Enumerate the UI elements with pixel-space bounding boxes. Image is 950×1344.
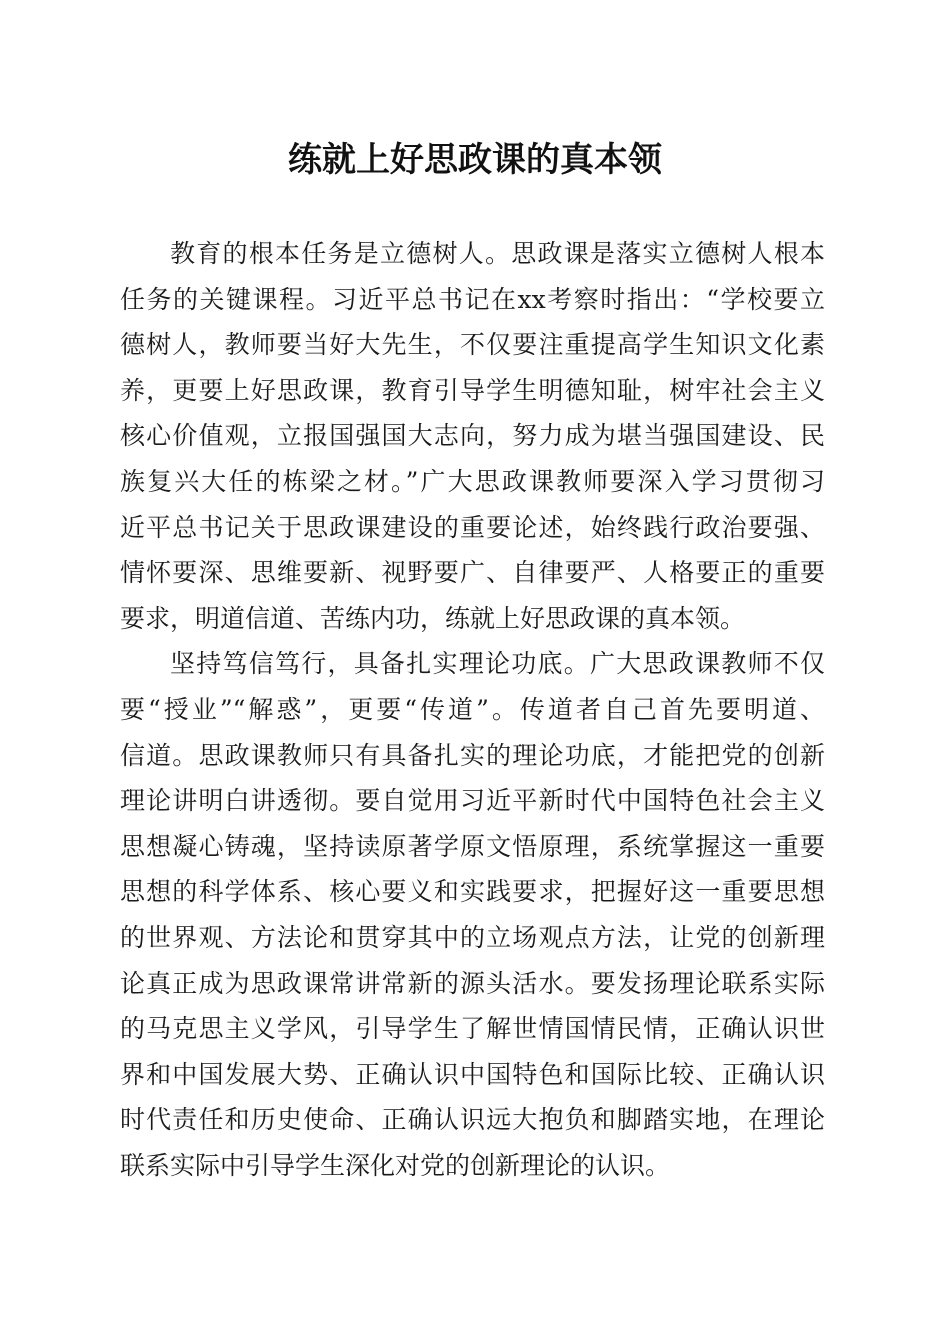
paragraph-line: 任务的关键课程。习近平总书记在xx考察时指出：“学校要立 [120, 284, 825, 314]
paragraph-line: 要求，明道信道、苦练内功，练就上好思政课的真本领。 [120, 603, 746, 633]
document-title: 练就上好思政课的真本领 [288, 140, 662, 180]
paragraph-1 [120, 231, 825, 641]
paragraph-line: 联系实际中引导学生深化对党的创新理论的认识。 [120, 1150, 671, 1180]
paragraph-line: 族复兴大任的栋梁之材。”广大思政课教师要深入学习贯彻习 [120, 466, 825, 496]
paragraph-line: 论真正成为思政课常讲常新的源头活水。要发扬理论联系实际 [120, 968, 825, 998]
paragraph-line: 时代责任和历史使命、正确认识远大抱负和脚踏实地，在理论 [120, 1105, 825, 1135]
paragraph-line: 坚持笃信笃行，具备扎实理论功底。广大思政课教师不仅 [170, 649, 825, 679]
paragraph-2 [120, 641, 825, 1188]
paragraph-line: 界和中国发展大势、正确认识中国特色和国际比较、正确认识 [120, 1059, 825, 1089]
document-body [120, 231, 825, 1188]
paragraph-line: 信道。思政课教师只有具备扎实的理论功底，才能把党的创新 [120, 740, 825, 770]
paragraph-line: 养，更要上好思政课，教育引导学生明德知耻，树牢社会主义 [120, 375, 825, 405]
paragraph-line: 教育的根本任务是立德树人。思政课是落实立德树人根本 [170, 239, 825, 268]
paragraph-line: 德树人，教师要当好大先生，不仅要注重提高学生知识文化素 [120, 330, 825, 360]
paragraph-line: 思想凝心铸魂，坚持读原著学原文悟原理，系统掌握这一重要 [120, 831, 825, 861]
paragraph-line: 近平总书记关于思政课建设的重要论述，始终践行政治要强、 [120, 512, 825, 542]
paragraph-line: 思想的科学体系、核心要义和实践要求，把握好这一重要思想 [120, 877, 825, 907]
paragraph-line: 的世界观、方法论和贯穿其中的立场观点方法，让党的创新理 [120, 922, 825, 952]
paragraph-line: 要“授业”“解惑”，更要“传道”。传道者自己首先要明道、 [120, 694, 825, 724]
paragraph-line: 理论讲明白讲透彻。要自觉用习近平新时代中国特色社会主义 [120, 786, 825, 816]
paragraph-line: 情怀要深、思维要新、视野要广、自律要严、人格要正的重要 [120, 558, 825, 588]
paragraph-line: 核心价值观，立报国强国大志向，努力成为堪当强国建设、民 [120, 421, 825, 451]
paragraph-line: 的马克思主义学风，引导学生了解世情国情民情，正确认识世 [120, 1014, 825, 1044]
